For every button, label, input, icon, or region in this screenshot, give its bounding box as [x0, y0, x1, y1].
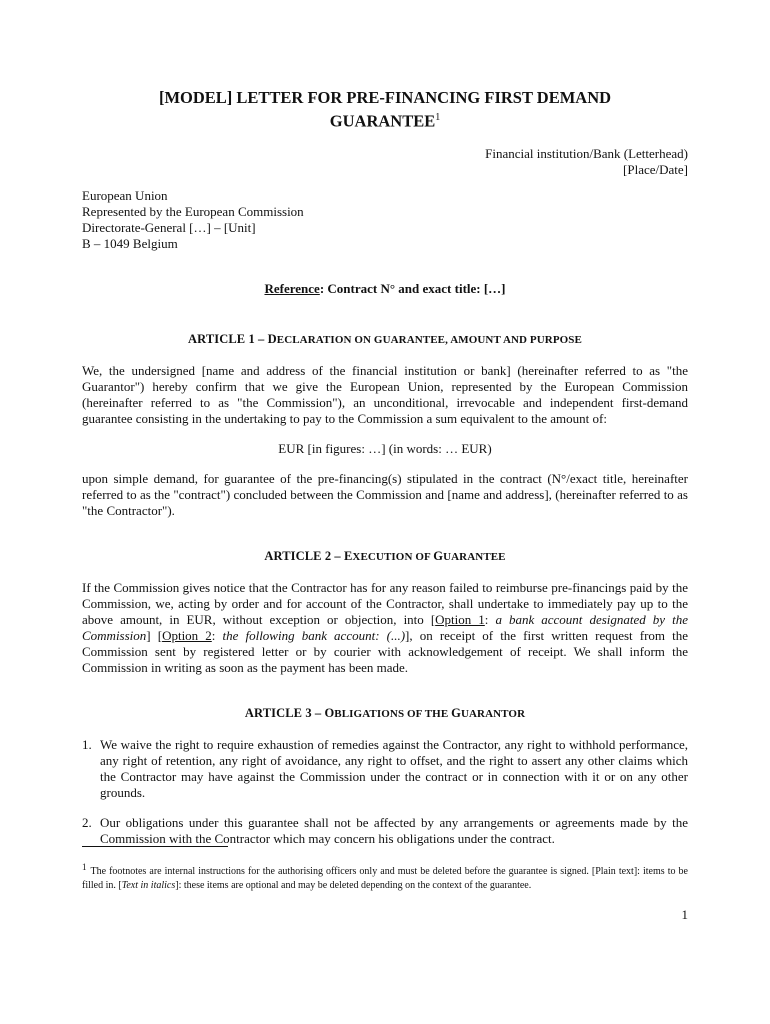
title-line-2: GUARANTEE	[329, 111, 436, 131]
footnote-separator	[82, 846, 228, 847]
recipient-line: B – 1049 Belgium	[82, 235, 178, 251]
option-2-label: Option 2	[162, 627, 212, 643]
article-2-text: If the Commission gives notice that the Contractor has for any reason failed to reimburse pre-financings paid by the Commission, we, acting by order and for account of the Contractor, shall undertake to immediately pay up to the above amount, in EUR, without exception or objection, into [	[82, 579, 688, 627]
article-1-paragraph-2: upon simple demand, for guarantee of the pre-financing(s) stipulated in the contract (N°/exact title, hereinafter referred to as the "contract") concluded between the Commission and [name and address], (hereinafter referred to as "the Contractor").	[82, 470, 688, 518]
list-item-text: Our obligations under this guarantee shall not be affected by any arrangements or agreements made by the Commission with the Contractor which may concern his obligations under the contract.	[100, 814, 688, 846]
article-3-heading-part: UARANTOR	[460, 707, 526, 720]
title-line-1: [MODEL] LETTER FOR PRE-FINANCING FIRST DEMAND	[158, 88, 612, 107]
reference-text: : Contract N° and exact title: […]	[319, 280, 506, 296]
list-item-number: 2.	[82, 814, 92, 830]
article-2-heading-part: G	[433, 548, 444, 563]
footnote	[82, 861, 688, 892]
recipient-line: Directorate-General […] – [Unit]	[82, 219, 256, 235]
list-item	[82, 815, 688, 847]
reference-label: Reference	[264, 280, 320, 296]
sender-place-date: [Place/Date]	[623, 161, 688, 177]
footnote-text: The footnotes are internal instructions for the authorising officers only and must be deleted before the guarantee is signed. [Plain text]: items to be filled in. [	[82, 866, 688, 891]
article-3-heading	[82, 706, 688, 721]
article-2-heading-part: UARANTEE	[443, 550, 506, 563]
article-2-paragraph	[82, 580, 688, 676]
article-2-text: ], on receipt of the first written request from the Commission sent by registered letter or by courier with acknowledgement of receipt. We shall inform the Commission in writing as soon as the payment has been made.	[82, 627, 688, 675]
article-2-text: :	[484, 611, 496, 627]
document-title	[82, 88, 688, 132]
title-footnote-mark: 1	[435, 112, 441, 123]
article-3-heading-part: ARTICLE 3 – O	[244, 705, 335, 720]
page-number: 1	[681, 907, 688, 922]
article-1-paragraph-1: We, the undersigned [name and address of the financial institution or bank] (hereinafter referred to as "the Guarantor") hereby confirm that we give the European Union, represented by the European Commission (hereinafter referred to as "the Commission"), an unconditional, irrevocable and independent first-demand guarantee consisting in the undertaking to pay to the Commission a sum equivalent to the amount of:	[82, 362, 688, 426]
option-1-label: Option 1	[435, 611, 485, 627]
article-1-heading-part: ARTICLE 1 – D	[188, 331, 277, 346]
article-3-heading-part: BLIGATIONS OF THE	[334, 707, 452, 720]
article-3-heading-part: G	[451, 705, 461, 720]
footnote-italic-text: Text in italics	[121, 879, 176, 891]
footnote-mark: 1	[82, 861, 87, 872]
option-1-text: a bank account designated by the Commission	[82, 611, 688, 643]
recipient-line: Represented by the European Commission	[82, 203, 304, 219]
sender-block	[82, 146, 688, 178]
article-2-text: :	[211, 627, 223, 643]
article-2-heading-part: XECUTION OF	[352, 550, 434, 563]
recipient-address	[82, 188, 688, 252]
footnote-text: ]: these items are optional and may be deleted depending on the context of the guarantee.	[175, 879, 532, 891]
list-item	[82, 737, 688, 801]
article-3-list	[82, 737, 688, 847]
sender-letterhead: Financial institution/Bank (Letterhead)	[485, 145, 688, 161]
guarantee-amount: EUR [in figures: …] (in words: … EUR)	[278, 440, 492, 456]
recipient-line: European Union	[82, 187, 168, 203]
list-item-text: We waive the right to require exhaustion of remedies against the Contractor, any right to withhold performance, any right of retention, any right of avoidance, any right to offset, and the right to assert any other claims which the Contractor may have against the Commission under the contract or in connection with it or on any other grounds.	[100, 736, 688, 800]
reference-line	[82, 281, 688, 297]
list-item-number: 1.	[82, 736, 92, 752]
article-2-text: ] [	[146, 627, 163, 643]
article-2-heading	[82, 549, 688, 564]
article-1-heading-part: ECLARATION ON GUARANTEE, AMOUNT AND PURPOSE	[276, 333, 582, 346]
article-1-heading	[82, 332, 688, 347]
option-2-text: the following bank account: (...)	[222, 627, 406, 643]
document-page	[82, 88, 688, 847]
article-2-heading-part: ARTICLE 2 – E	[264, 548, 353, 563]
